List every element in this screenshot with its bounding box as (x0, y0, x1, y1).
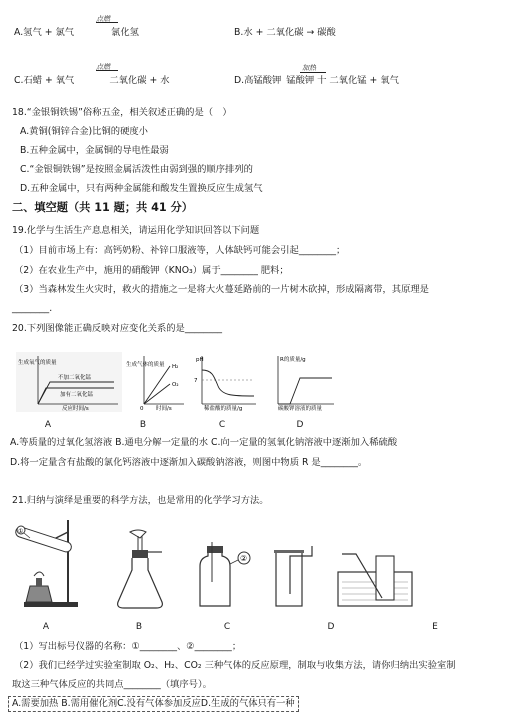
q17-option-d (234, 64, 399, 87)
q19-stem: 19.化学与生活生产息息相关，请运用化学知识回答以下问题 (12, 225, 260, 236)
graph-b-h2-label: H₂ (172, 364, 179, 370)
q17-a-lhs: A.氢气 + 氯气 (14, 27, 75, 38)
apparatus-d (268, 546, 314, 610)
q21-sub1: （1）写出标号仪器的名称：①________、②________； (14, 641, 242, 652)
q17-option-b: B.水 + 二氧化碳 → 碳酸 (234, 27, 336, 38)
q19-sub3-blank: ________. (12, 303, 53, 314)
q21-options: A.需要加热 B.需用催化剂C.没有气体参加反应D.生成的气体只有一种 (8, 696, 299, 712)
alcohol-lamp-icon (26, 572, 52, 602)
apparatus-e (334, 546, 416, 610)
q18-stem: 18.“金银铜铁锡”俗称五金，相关叙述正确的是（ ） (12, 107, 232, 118)
apparatus-d-letter: D (327, 622, 335, 632)
graph-c-tick-7: 7 (194, 378, 198, 384)
q17-option-c (14, 63, 170, 87)
graph-c-ylabel: pH (196, 357, 204, 363)
graph-d (264, 352, 336, 412)
q19-sub3: （3）当森林发生火灾时，救火的措施之一是将大火蔓延路前的一片树木砍掉，形成隔离带，其原理是 (14, 284, 429, 295)
q17-a-arrow (96, 22, 118, 23)
q17-d-rhs: 锰酸钾 十 二氧化锰 + 氧气 (286, 75, 399, 86)
section-2-title: 二、填空题（共 11 题；共 41 分） (12, 201, 193, 214)
q17-c-lhs: C.石蜡 + 氧气 (14, 75, 75, 86)
graph-a-ylabel: 生成氧气的质量 (18, 360, 57, 366)
q17-a-rhs: 氯化氢 (111, 27, 139, 38)
q18-option-d: D.五种金属中，只有两种金属能和酸发生置换反应生成氢气 (20, 183, 263, 194)
q17-option-a (14, 15, 139, 39)
q20-options-line2: D.将一定量含有盐酸的氯化钙溶液中逐渐加入碳酸钠溶液，则图中物质 R 是________。 (10, 457, 368, 468)
graph-d-xlabel: 碳酸钾溶液的质量 (278, 406, 323, 412)
q17-d-lhs: D.高锰酸钾 (234, 75, 282, 86)
graph-b-letter: B (139, 420, 147, 430)
q20-stem: 20.下列图像能正确反映对应变化关系的是________ (12, 323, 223, 334)
q20-options-line1: A.等质量的过氧化氢溶液 B.通电分解一定量的水 C.向一定量的氢氧化钠溶液中逐渐加入稀硫酸 (10, 437, 398, 448)
graph-c (190, 352, 258, 412)
graph-a-letter: A (44, 420, 52, 430)
q21-sub2-cont: 取这三种气体反应的共同点________（填序号）。 (12, 679, 212, 690)
graph-b-o2-label: O₂ (172, 382, 179, 388)
apparatus-b (112, 528, 168, 610)
apparatus-e-trough (338, 572, 412, 606)
apparatus-a (8, 516, 100, 610)
graph-b-tick-0: 0 (140, 406, 144, 412)
q18-option-a: A.黄铜(铜锌合金)比铜的硬度小 (20, 126, 148, 137)
q18-option-b: B.五种金属中，金属铜的导电性最弱 (20, 145, 169, 156)
graph-c-letter: C (218, 420, 226, 430)
graph-b-line-h2 (144, 366, 170, 404)
graph-b-line-o2 (144, 384, 170, 404)
q18-option-c: C.“金银铜铁锡”是按照金属活泼性由弱到强的顺序排列的 (20, 164, 253, 175)
graph-a-label-2: 加有二氧化锰 (60, 392, 94, 398)
q21-sub2: （2）我们已经学过实验室制取 O₂、H₂、CO₂ 三种气体的反应原理，制取与收集方法，请你归纳出实验室制 (14, 660, 456, 671)
apparatus-c (196, 542, 258, 610)
graph-c-xlabel: 稀盐酸的质量/g (204, 406, 243, 412)
graph-c-curve (202, 370, 254, 396)
q17-d-arrow (300, 72, 326, 73)
apparatus-b-flask (118, 558, 163, 608)
apparatus-a-mark-1: ① (18, 528, 24, 535)
graph-d-letter: D (296, 420, 304, 430)
graph-d-ylabel: R的质量/g (280, 357, 306, 363)
graph-d-line (278, 378, 332, 404)
graph-a-xlabel: 反应时间/s (62, 406, 89, 412)
graph-a-label-1: 不加二氧化锰 (58, 375, 92, 381)
graph-b-xlabel: 时间/s (156, 406, 172, 412)
apparatus-a-base (24, 602, 78, 607)
apparatus-c-mark-2: ② (240, 554, 248, 563)
apparatus-c-marker-line (230, 560, 238, 564)
apparatus-c-stopper (207, 546, 223, 553)
q17-c-arrow (96, 70, 118, 71)
apparatus-b-stopper (132, 550, 148, 558)
q17-c-condition: 点燃 (96, 63, 110, 71)
q19-sub2: （2）在农业生产中，施用的硝酸钾（KNO₃）属于________ 肥料； (14, 265, 289, 276)
q21-stem: 21.归纳与演绎是重要的科学方法，也是常用的化学学习方法。 (12, 495, 269, 506)
q17-a-condition: 点燃 (96, 15, 110, 23)
q17-d-condition: 加热 (302, 64, 316, 72)
apparatus-d-cover (274, 550, 304, 553)
graph-b-ylabel: 生成气体的质量 (126, 362, 165, 368)
apparatus-d-jar (276, 552, 302, 606)
apparatus-a-letter: A (42, 622, 50, 632)
apparatus-e-letter: E (432, 622, 438, 632)
apparatus-c-bottle (200, 548, 230, 606)
apparatus-b-letter: B (135, 622, 143, 632)
apparatus-c-letter: C (223, 622, 231, 632)
q17-c-rhs: 二氧化碳 + 水 (109, 75, 170, 86)
q19-sub1: （1）目前市场上有：高钙奶粉、补锌口服液等，人体缺钙可能会引起________； (14, 245, 346, 256)
graph-a (16, 352, 122, 412)
graph-b (126, 352, 186, 412)
